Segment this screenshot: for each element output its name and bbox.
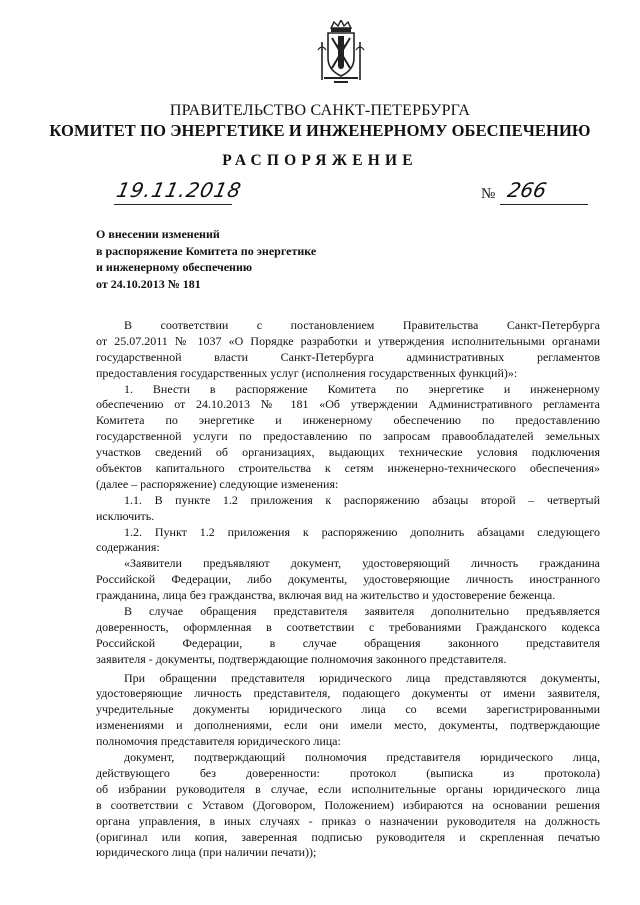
body-line: изменениями и дополнениями, если они имели место, документы, подтверждающие <box>96 718 600 733</box>
date-underline <box>114 204 232 205</box>
body-line: учредительные документы юридического лица со всеми зарегистрированными <box>96 702 600 717</box>
body-line: (оригинал или копия, заверенная подписью руководителя и скрепленная печатью <box>96 829 600 844</box>
saint-petersburg-coat-of-arms-icon <box>316 20 366 86</box>
body-line: предоставления государственных услуг (исполнения государственных функций)»: <box>96 365 518 380</box>
government-name: ПРАВИТЕЛЬСТВО САНКТ-ПЕТЕРБУРГА <box>169 102 471 119</box>
body-line: юридического лица (при наличии печати)); <box>96 845 317 860</box>
body-line: государственной услуги по предоставлению по запросам правообладателей земельных <box>96 429 600 444</box>
body-line: в соответствии с Уставом (Договором, Положением) избираются на основании решения <box>96 797 600 812</box>
body-line: от 25.07.2011 № 1037 «О Порядке разработки и утверждения исполнительными органами <box>96 333 600 348</box>
body-line: гражданина, лица без гражданства, включая вид на жительство и удостоверение беженца. <box>96 588 556 603</box>
body-line: 1. Внести в распоряжение Комитета по энергетике и инженерному <box>124 381 600 396</box>
subject-line: О внесении изменений <box>96 227 220 241</box>
body-line: доверенность, оформленная в соответствии с требованиями Гражданского кодекса <box>96 619 600 634</box>
subject-line: в распоряжение Комитета по энергетике <box>96 243 317 258</box>
body-line: государственной власти Санкт-Петербурга административных регламентов <box>96 349 600 364</box>
body-line: обеспечению от 24.10.2013 № 181 «Об утверждении Административного регламента <box>96 397 600 412</box>
body-line: действующего без доверенности: протокол (выписка из протокола) <box>96 765 600 780</box>
number-underline <box>500 204 588 205</box>
body-line: В соответствии с постановлением Правительства Санкт-Петербурга <box>124 318 600 332</box>
document-number: 266 <box>505 178 549 202</box>
body-line: органа управления, в иных случаях - приказ о назначении руководителя на должность <box>96 813 600 828</box>
body-line: документ, подтверждающий полномочия представителя юридического лица, <box>124 750 600 765</box>
document-date: 19.11.2018 <box>114 178 245 202</box>
body-line: исключить. <box>96 508 155 523</box>
body-line: об избрании руководителя в случае, если исполнительные органы юридического лица <box>96 781 600 796</box>
body-line: Российской Федерации, либо документы, удостоверяющие личность иностранного <box>96 572 600 587</box>
body-line: полномочия представителя юридического лица: <box>96 734 341 749</box>
body-line: объектов капитального строительства к сетям инженерно-технического обеспечения» <box>96 461 600 476</box>
body-line: (далее – распоряжение) следующие изменения: <box>96 476 339 491</box>
body-line: При обращении представителя юридического лица представляются документы, <box>124 670 600 685</box>
body-line: Комитета по энергетике и инженерному обеспечению по предоставлению <box>96 413 600 428</box>
document-type-title: РАСПОРЯЖЕНИЕ <box>222 152 418 169</box>
document-body <box>96 318 600 861</box>
document-subject <box>96 226 316 292</box>
body-line: 1.2. Пункт 1.2 приложения к распоряжению дополнить абзацами следующего <box>124 524 600 539</box>
number-label: № <box>481 186 496 202</box>
committee-name: КОМИТЕТ ПО ЭНЕРГЕТИКЕ И ИНЖЕНЕРНОМУ ОБЕСПЕЧЕНИЮ <box>49 121 591 140</box>
body-line: участков сведений об организациях, выдающих технические условия подключения <box>96 445 600 460</box>
body-line: В случае обращения представителя заявителя дополнительно предъявляется <box>124 604 600 619</box>
body-line: 1.1. В пункте 1.2 приложения к распоряжению абзацы второй – четвертый <box>124 492 600 507</box>
body-line: Российской Федерации, в случае обращения законного представителя <box>96 635 600 650</box>
subject-line: и инженерному обеспечению <box>96 260 253 274</box>
subject-line: от 24.10.2013 № 181 <box>96 276 201 291</box>
body-line: содержания: <box>96 540 160 555</box>
body-line: удостоверяющие личность представителя, подающего документы от имени заявителя, <box>96 686 600 701</box>
body-line: заявителя - документы, подтверждающие полномочия законного представителя. <box>96 651 507 666</box>
body-line: «Заявители предъявляют документ, удостоверяющий личность гражданина <box>124 556 600 571</box>
